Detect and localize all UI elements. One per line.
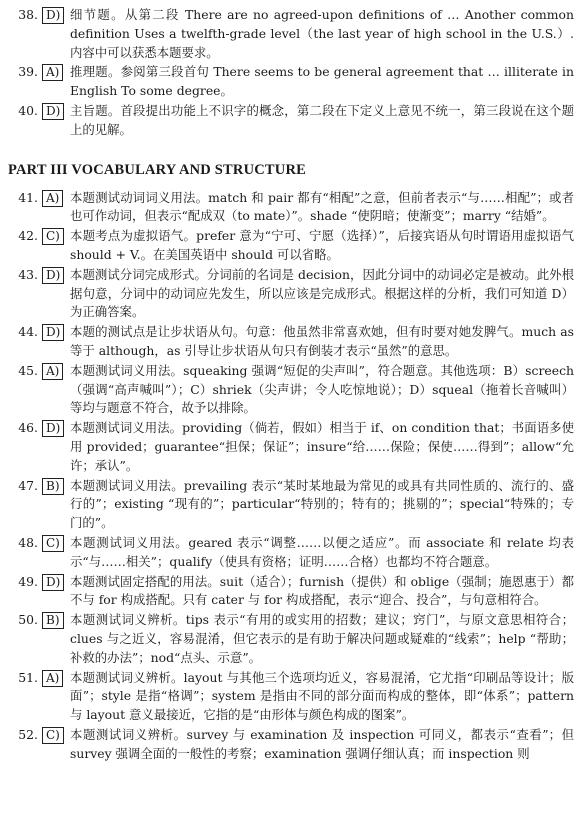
question-number: 43. xyxy=(18,266,38,282)
explanation-text: 本题测试动词词义用法。match 和 pair 都有“相配”之意，但前者表示“与……相配”；或者也可作动词，但表示“配成双（to mate）”。shade “使阴暗；使渐变”；marry “结婚”。 xyxy=(70,189,574,224)
answer-entry-44 xyxy=(8,323,574,361)
question-number: 51. xyxy=(18,669,38,685)
question-number: 52. xyxy=(18,726,38,742)
explanation-text: 细节题。从第二段 There are no agreed-upon definitions of … Another common definition Uses a twelfth-grade level（the last year of high school in the U.S.）.内容中可以获悉本题要求。 xyxy=(70,7,574,60)
answer-entry-38 xyxy=(8,6,574,62)
answer-entry-52 xyxy=(8,726,574,764)
explanation-text: 本题测试词义用法。providing（倘若，假如）相当于 if、on condition that；书面语多使用 provided；guarantee“担保；保证”；insure“给……保险；保使……得到”；allow“允许；承认”。 xyxy=(70,420,574,473)
explanation-text: 本题的测试点是让步状语从句。句意：他虽然非常喜欢她，但有时要对她发脾气。much as 等于 although，as 引导让步状语从句只有倒装才表示“虽然”的意思。 xyxy=(70,324,574,358)
explanation-text: 本题测试词义辨析。tips 表示“有用的或实用的招数；建议；窍门”，与原文意思相符合；clues 与之近义，容易混淆，但它表示的是有助于解决问题或疑难的“线索”；help “帮助；补救的办法”；nod“点头、示意”。 xyxy=(70,612,574,665)
question-number: 44. xyxy=(18,324,38,340)
explanation-text: 本题测试词义辨析。survey 与 examination 及 inspection 可同义，都表示“查看”；但 survey 强调全面的一般性的考察；examination 强调仔细认真；而 inspection 则 xyxy=(70,726,574,761)
answer-box: B) xyxy=(42,478,64,495)
answer-box: C) xyxy=(42,228,64,245)
explanation-text: 本题测试分词完成形式。分词前的名词是 decision，因此分词中的动词必定是被动。此外根据句意，分词中的动词应先发生，所以应该是完成形式。根据这样的分析，我们可知道 D）为正确答案。 xyxy=(70,266,574,320)
explanation-text: 本题测试词义辨析。layout 与其他三个选项均近义，容易混淆，它尤指“印刷品等设计；版面”；style 是指“格调”；system 是指由不同的部分面而构成的整体，即“体系”；pattern 与 layout 意义最接近，它指的是“由形体与颜色构成的图案”。 xyxy=(70,669,574,723)
question-number: 50. xyxy=(18,612,38,628)
entries-part-iii xyxy=(8,189,574,764)
answer-box: D) xyxy=(42,420,64,437)
explanation-text: 推理题。参阅第三段首句 There seems to be general agreement that … illiterate in English To some degree。 xyxy=(70,64,574,99)
answer-entry-47 xyxy=(8,477,574,533)
explanation-text: 本题考点为虚拟语气。prefer 意为“宁可、宁愿（选择）”，后接宾语从句时谓语用虚拟语气 should + V.。在美国英语中 should 可以省略。 xyxy=(70,228,574,262)
answer-entry-46 xyxy=(8,419,574,475)
answer-box: A) xyxy=(42,670,63,687)
answer-entry-51 xyxy=(8,669,574,725)
question-number: 40. xyxy=(18,102,38,118)
answer-box: A) xyxy=(42,363,63,380)
question-number: 42. xyxy=(18,228,38,244)
question-number: 48. xyxy=(18,534,38,550)
answer-box: C) xyxy=(42,727,64,744)
answer-box: D) xyxy=(42,267,64,284)
question-number: 38. xyxy=(18,7,38,22)
answer-entry-49 xyxy=(8,573,574,611)
answer-entry-41 xyxy=(8,189,574,227)
answer-entry-48 xyxy=(8,534,574,572)
question-number: 46. xyxy=(18,420,38,436)
answer-entry-43 xyxy=(8,266,574,322)
answer-box: A) xyxy=(42,64,63,81)
question-number: 45. xyxy=(18,362,38,378)
question-number: 39. xyxy=(18,64,38,80)
section-heading: PART III VOCABULARY AND STRUCTURE xyxy=(8,161,307,178)
question-number: 47. xyxy=(18,477,38,493)
answer-entry-39 xyxy=(8,63,574,101)
explanation-text: 本题测试词义用法。prevailing 表示“某时某地最为常见的或具有共同性质的、流行的、盛行的”；existing “现有的”；particular“特别的；特有的；挑剔的”；special“特殊的；专门的”。 xyxy=(70,477,574,531)
entries-part-ii xyxy=(8,6,574,140)
explanation-text: 主旨题。首段提出功能上不识字的概念，第二段在下定义上意见不统一，第三段说在这个题上的见解。 xyxy=(70,102,574,137)
explanation-text: 本题测试词义用法。squeaking 强调“短促的尖声叫”，符合题意。其他选项：B）screech（强调“高声喊叫”）；C）shriek（尖声讲；令人吃惊地说）；D）squeal（拖着长音喊叫）等均与题意不符合，故予以排除。 xyxy=(70,362,574,416)
answer-box: D) xyxy=(42,324,64,341)
question-number: 49. xyxy=(18,573,38,589)
answer-entry-42 xyxy=(8,227,574,265)
answer-box: B) xyxy=(42,612,64,629)
answer-entry-45 xyxy=(8,362,574,418)
question-number: 41. xyxy=(18,189,38,205)
answer-entry-50 xyxy=(8,611,574,667)
answer-entry-40 xyxy=(8,102,574,140)
explanation-text: 本题测试固定搭配的用法。suit（适合）；furnish（提供）和 oblige（强制；施恩惠于）都不与 for 构成搭配。只有 cater 与 for 构成搭配，表示“迎合、投合”，与句意相符合。 xyxy=(70,573,574,608)
answer-box: D) xyxy=(42,7,64,24)
answer-box: D) xyxy=(42,103,64,120)
answer-box: A) xyxy=(42,190,63,207)
explanation-text: 本题测试词义用法。geared 表示“调整……以便之适应”。而 associate 和 relate 均表示“与……相关”；qualify（使具有资格；证明……合格）也都均不符合题意。 xyxy=(70,534,574,569)
answer-box: D) xyxy=(42,574,64,591)
answer-box: C) xyxy=(42,535,64,552)
